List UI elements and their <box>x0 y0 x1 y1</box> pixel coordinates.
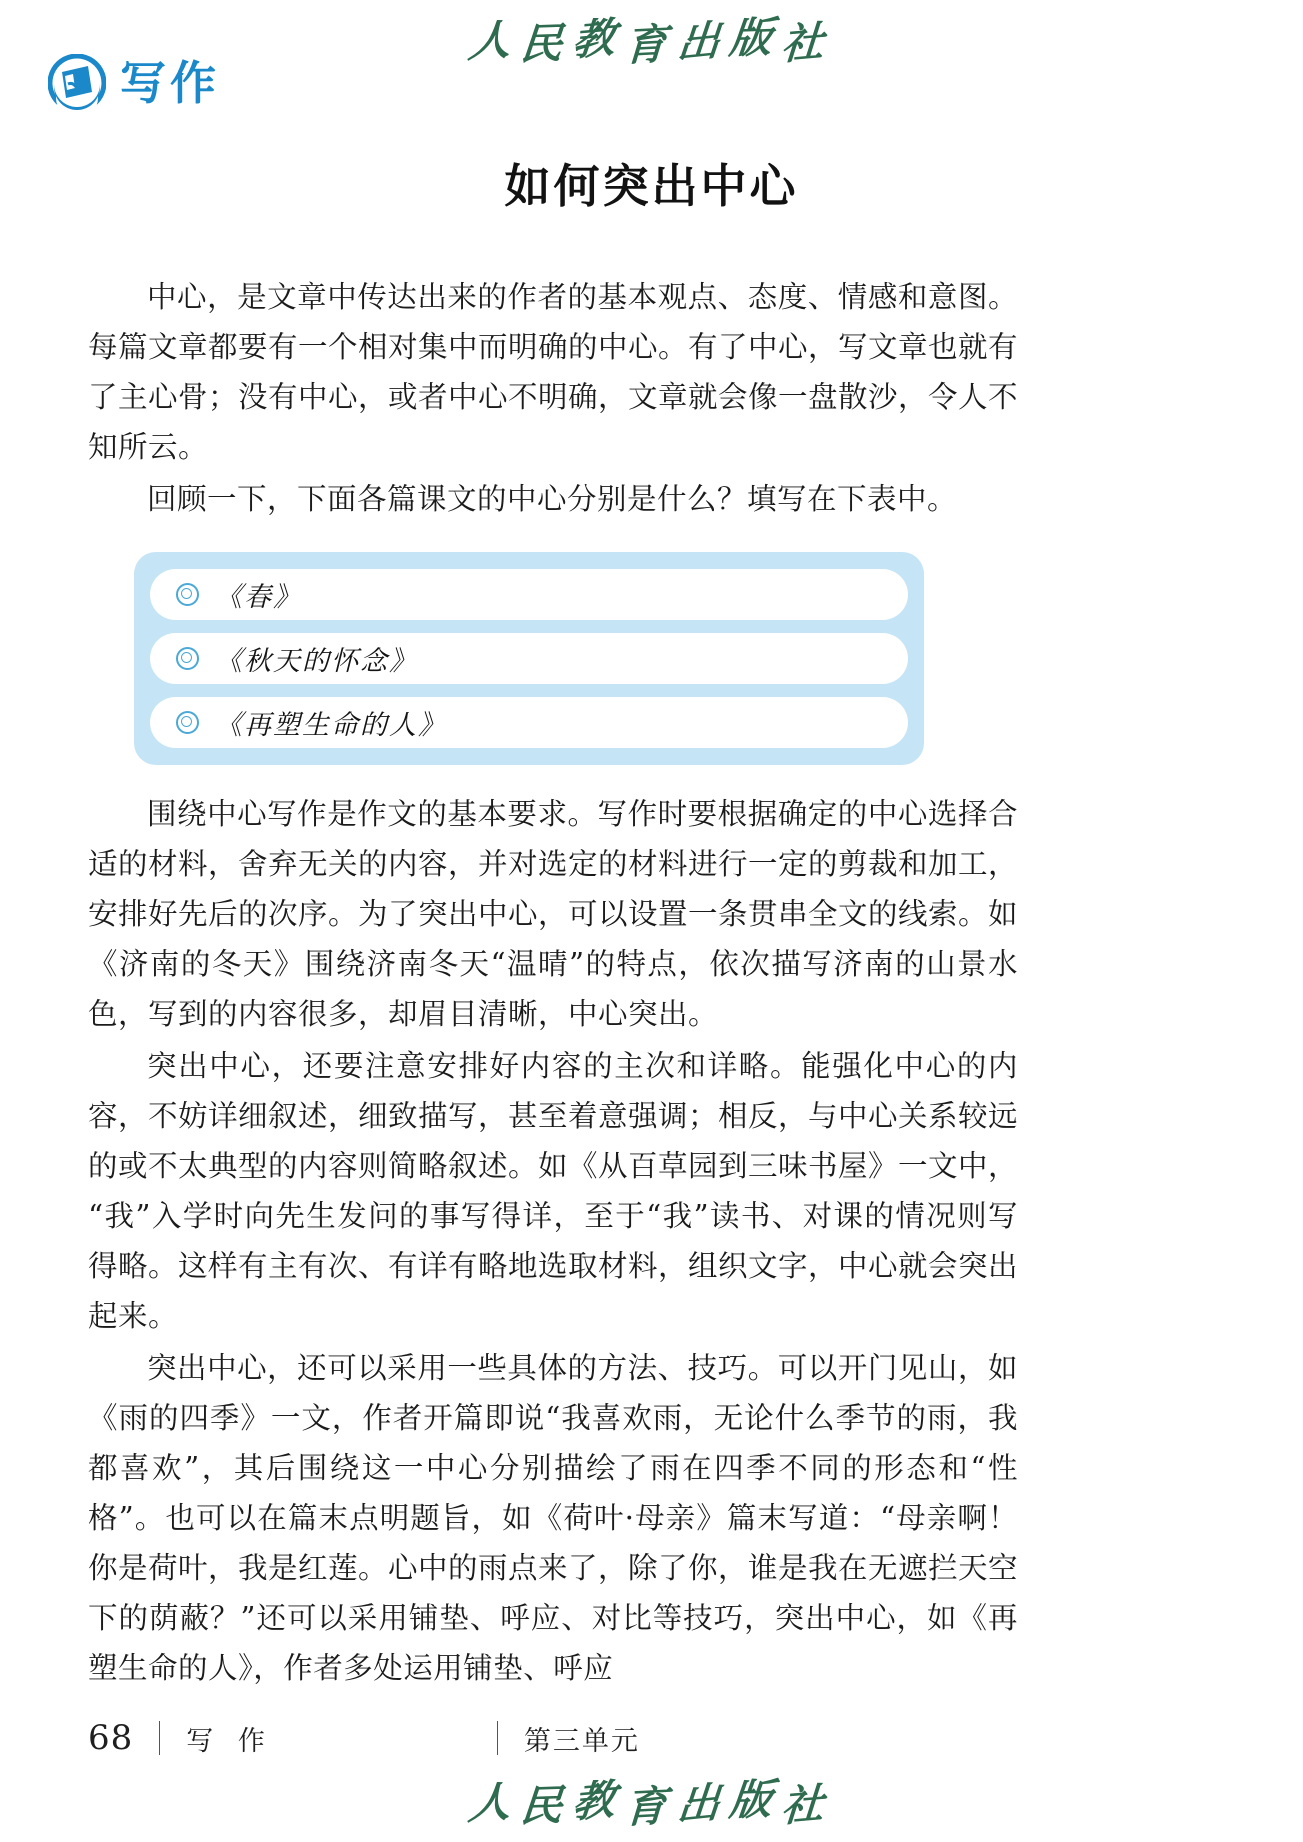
page-title: 如何突出中心 <box>504 159 799 213</box>
publisher-watermark-bottom: 人民教育出版社 <box>466 1773 836 1833</box>
footer-unit-label: 第三单元 <box>523 1725 640 1757</box>
footer-section-label: 写 作 <box>186 1725 273 1757</box>
paragraph-5: 突出中心，还可以采用一些具体的方法、技巧。可以开门见山，如《雨的四季》一文，作者开篇即说“我喜欢雨，无论什么季节的雨，我都喜欢”，其后围绕这一中心分别描绘了雨在四季不同的形态和“性格”。也可以在篇末点明题旨，如《荷叶·母亲》篇末写道：“母亲啊！你是荷叶，我是红莲。心中的雨点来了，除了你，谁是我在无遮拦天空下的荫蔽？”还可以采用铺垫、呼应、对比等技巧，突出中心，如《再塑生命的人》，作者多处运用铺垫、呼应 <box>88 1351 1019 1685</box>
paragraph-1: 中心，是文章中传达出来的作者的基本观点、态度、情感和意图。每篇文章都要有一个相对集中而明确的中心。有了中心，写文章也就有了主心骨；没有中心，或者中心不明确，文章就会像一盘散沙，令人不知所云。 <box>88 280 1019 464</box>
section-label: 写作 <box>120 56 220 110</box>
paragraph-4: 突出中心，还要注意安排好内容的主次和详略。能强化中心的内容，不妨详细叙述，细致描写，甚至着意强调；相反，与中心关系较远的或不太典型的内容则简略叙述。如《从百草园到三味书屋》一文中，“我”入学时向先生发问的事写得详，至于“我”读书、对课的情况则写得略。这样有主有次、有详有略地选取材料，组织文字，中心就会突出起来。 <box>88 1049 1019 1333</box>
paragraph-3: 围绕中心写作是作文的基本要求。写作时要根据确定的中心选择合适的材料，舍弃无关的内容，并对选定的材料进行一定的剪裁和加工，安排好先后的次序。为了突出中心，可以设置一条贯串全文的线索。如《济南的冬天》围绕济南冬天“温晴”的特点，依次描写济南的山景水色，写到的内容很多，却眉目清晰，中心突出。 <box>88 797 1019 1031</box>
double-circle-icon <box>176 647 199 670</box>
answer-item-label: 《春》 <box>215 582 302 613</box>
footer-divider <box>497 1721 498 1755</box>
answer-item-label: 《再塑生命的人》 <box>215 710 447 741</box>
answer-row[interactable] <box>150 569 908 620</box>
section-header <box>48 54 220 112</box>
double-circle-icon <box>176 711 199 734</box>
answer-row[interactable] <box>150 633 908 684</box>
page-footer <box>88 1718 1218 1758</box>
paragraph-2: 回顾一下，下面各篇课文的中心分别是什么？填写在下表中。 <box>147 482 958 516</box>
writing-book-icon <box>48 54 106 112</box>
article-body <box>88 272 1018 1695</box>
answer-item-label: 《秋天的怀念》 <box>215 646 418 677</box>
page-number: 68 <box>88 1718 134 1758</box>
double-circle-icon <box>176 583 199 606</box>
answer-row[interactable] <box>150 697 908 748</box>
answer-box <box>134 552 924 765</box>
footer-divider <box>159 1721 160 1755</box>
publisher-watermark-top: 人民教育出版社 <box>466 11 836 71</box>
